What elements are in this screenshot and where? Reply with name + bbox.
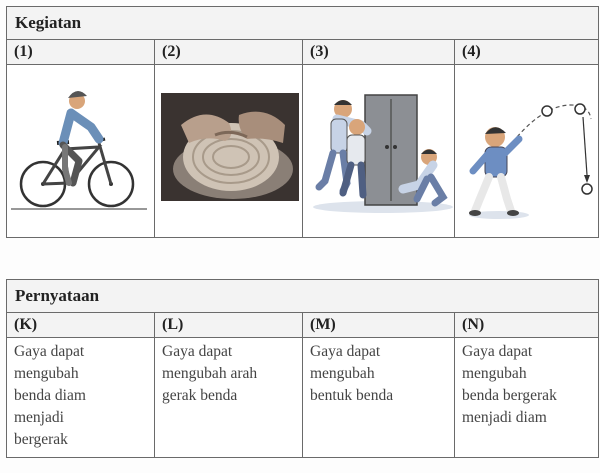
statement-text-m bbox=[303, 338, 455, 458]
activity-label-2: (2) bbox=[155, 40, 303, 65]
statement-label-k: (K) bbox=[7, 313, 155, 338]
statements-title: Pernyataan bbox=[7, 280, 599, 313]
statement-line: bentuk benda bbox=[310, 387, 394, 404]
activities-table bbox=[6, 6, 599, 238]
boy-playing-ball-illustration bbox=[455, 65, 599, 238]
pottery-wheel-photo bbox=[155, 65, 303, 238]
statement-label-m: (M) bbox=[303, 313, 455, 338]
statement-label-l: (L) bbox=[155, 313, 303, 338]
statement-text-l bbox=[155, 338, 303, 458]
children-pushing-cabinet-illustration bbox=[303, 65, 455, 238]
statement-line: gerak benda bbox=[162, 387, 238, 404]
statement-line: mengubah bbox=[14, 365, 79, 382]
statement-line: bergerak bbox=[14, 431, 68, 448]
statement-line: benda bergerak bbox=[462, 387, 557, 404]
statement-line: Gaya dapat bbox=[14, 343, 85, 360]
activity-label-4: (4) bbox=[455, 40, 599, 65]
statement-line: mengubah bbox=[462, 365, 527, 382]
statement-line: mengubah bbox=[310, 365, 375, 382]
cyclist-illustration bbox=[7, 65, 155, 238]
statement-line: menjadi bbox=[14, 409, 64, 426]
statement-line: Gaya dapat bbox=[462, 343, 533, 360]
activity-label-3: (3) bbox=[303, 40, 455, 65]
statement-text-k bbox=[7, 338, 155, 458]
statement-line: Gaya dapat bbox=[310, 343, 381, 360]
statement-text-n bbox=[455, 338, 599, 458]
statements-table bbox=[6, 279, 599, 458]
activities-title: Kegiatan bbox=[7, 7, 599, 40]
statement-line: menjadi diam bbox=[462, 409, 547, 426]
statement-line: Gaya dapat bbox=[162, 343, 233, 360]
statement-line: benda diam bbox=[14, 387, 86, 404]
statement-line: mengubah arah bbox=[162, 365, 258, 382]
statement-label-n: (N) bbox=[455, 313, 599, 338]
activity-label-1: (1) bbox=[7, 40, 155, 65]
